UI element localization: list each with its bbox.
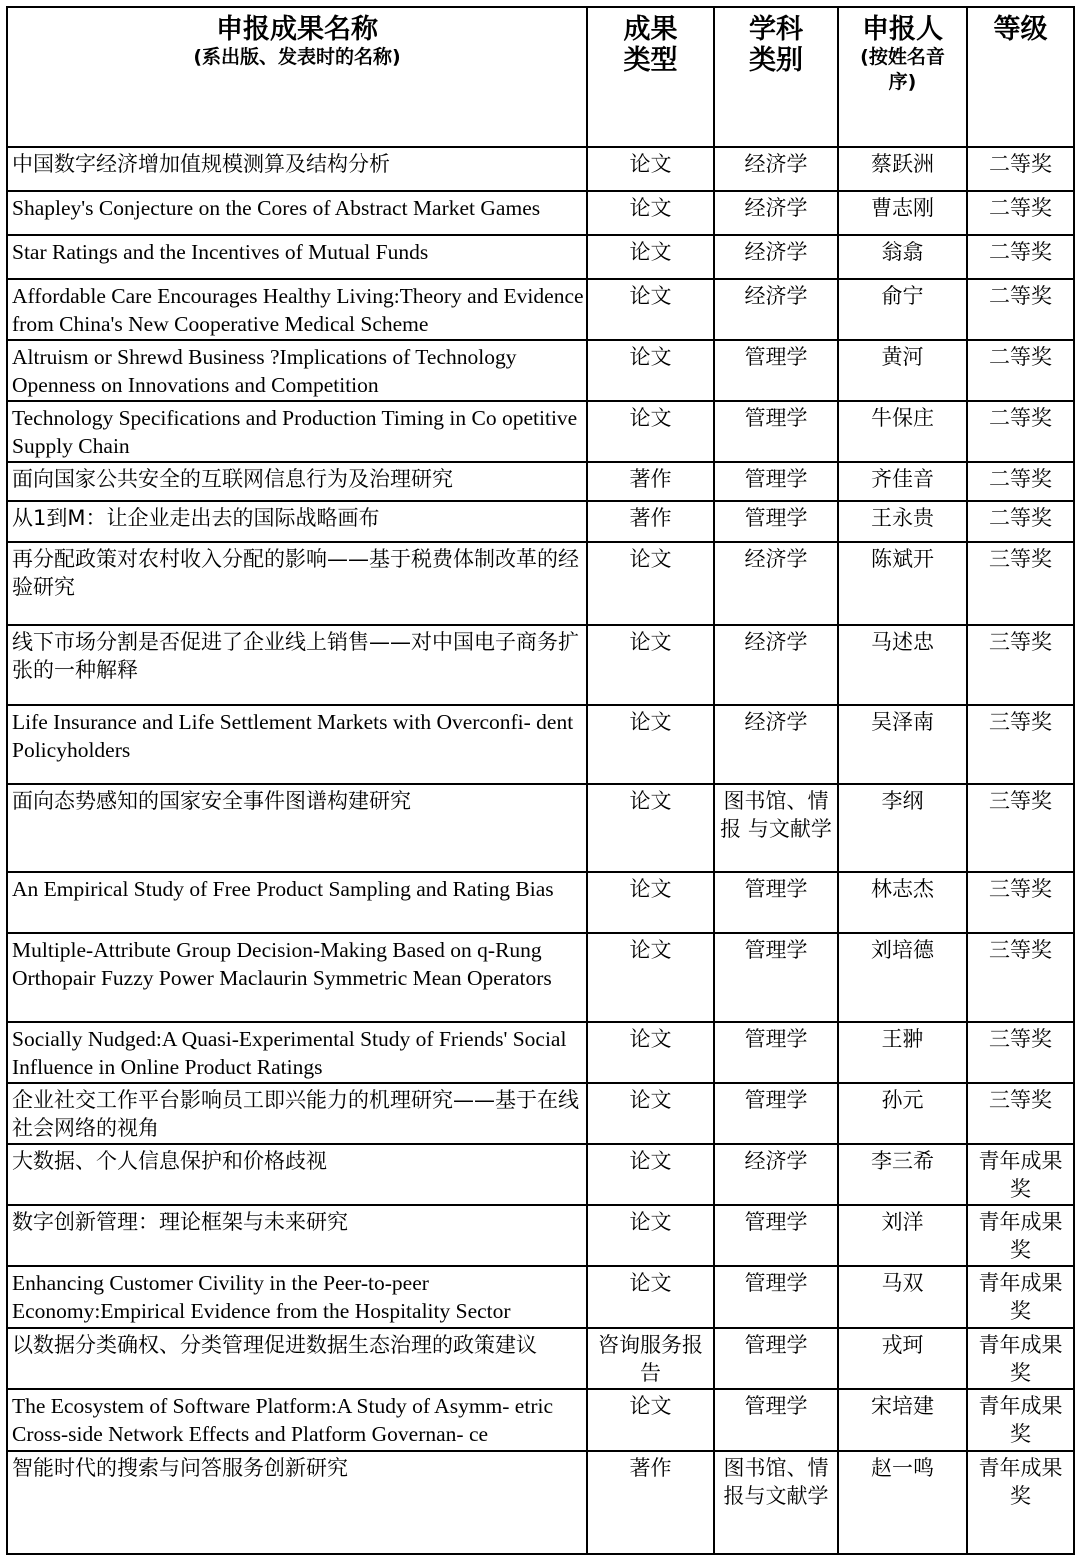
discipline-cell: 管理学 — [714, 1083, 838, 1144]
table-body — [7, 147, 1074, 1554]
discipline-cell: 管理学 — [714, 1389, 838, 1451]
discipline-cell: 图书馆、情报与文献学 — [714, 1451, 838, 1554]
discipline-cell: 经济学 — [714, 279, 838, 340]
type-cell: 论文 — [587, 1022, 714, 1083]
type-cell: 论文 — [587, 340, 714, 401]
title-cell: 中国数字经济增加值规模测算及结构分析 — [7, 147, 587, 191]
title-cell: An Empirical Study of Free Product Sampling and Rating Bias — [7, 872, 587, 933]
table-row — [7, 1144, 1074, 1205]
header-level — [967, 7, 1074, 147]
title-cell: 数字创新管理：理论框架与未来研究 — [7, 1205, 587, 1266]
table-row — [7, 1451, 1074, 1554]
applicant-cell: 吴泽南 — [838, 705, 967, 784]
level-cell: 青年成果奖 — [967, 1389, 1074, 1451]
header-discipline-label: 学科类别 — [749, 14, 803, 76]
header-discipline — [714, 7, 838, 147]
title-cell: 线下市场分割是否促进了企业线上销售——对中国电子商务扩张的一种解释 — [7, 625, 587, 705]
title-cell: Shapley's Conjecture on the Cores of Abstract Market Games — [7, 191, 587, 235]
discipline-cell: 经济学 — [714, 1144, 838, 1205]
applicant-cell: 刘洋 — [838, 1205, 967, 1266]
discipline-cell: 经济学 — [714, 542, 838, 625]
title-cell: Enhancing Customer Civility in the Peer-to-peer Economy:Empirical Evidence from the Hospitality Sector — [7, 1266, 587, 1328]
discipline-cell: 管理学 — [714, 872, 838, 933]
level-cell: 三等奖 — [967, 872, 1074, 933]
table-row — [7, 542, 1074, 625]
applicant-cell: 林志杰 — [838, 872, 967, 933]
level-cell: 青年成果奖 — [967, 1144, 1074, 1205]
table-row — [7, 625, 1074, 705]
type-cell: 著作 — [587, 501, 714, 542]
discipline-cell: 管理学 — [714, 1328, 838, 1389]
table-row — [7, 933, 1074, 1022]
type-cell: 论文 — [587, 933, 714, 1022]
header-row — [7, 7, 1074, 147]
discipline-cell: 管理学 — [714, 401, 838, 462]
header-type — [587, 7, 714, 147]
discipline-cell: 管理学 — [714, 462, 838, 501]
table-row — [7, 705, 1074, 784]
applicant-cell: 俞宁 — [838, 279, 967, 340]
header-applicant-label: 申报人 — [862, 14, 943, 45]
title-cell: Affordable Care Encourages Healthy Living:Theory and Evidence from China's New Cooperative Medical Scheme — [7, 279, 587, 340]
applicant-cell: 翁翕 — [838, 235, 967, 279]
type-cell: 论文 — [587, 705, 714, 784]
type-cell: 论文 — [587, 1205, 714, 1266]
level-cell: 青年成果奖 — [967, 1328, 1074, 1389]
type-cell: 论文 — [587, 784, 714, 872]
discipline-cell: 经济学 — [714, 705, 838, 784]
table-row — [7, 401, 1074, 462]
applicant-cell: 马述忠 — [838, 625, 967, 705]
discipline-cell: 经济学 — [714, 191, 838, 235]
table-row — [7, 1266, 1074, 1328]
applicant-cell: 戎珂 — [838, 1328, 967, 1389]
title-cell: 企业社交工作平台影响员工即兴能力的机理研究——基于在线社会网络的视角 — [7, 1083, 587, 1144]
title-cell: 大数据、个人信息保护和价格歧视 — [7, 1144, 587, 1205]
level-cell: 三等奖 — [967, 933, 1074, 1022]
title-cell: Socially Nudged:A Quasi-Experimental Study of Friends' Social Influence in Online Product Ratings — [7, 1022, 587, 1083]
type-cell: 著作 — [587, 462, 714, 501]
type-cell: 论文 — [587, 147, 714, 191]
level-cell: 二等奖 — [967, 340, 1074, 401]
applicant-cell: 赵一鸣 — [838, 1451, 967, 1554]
table-row — [7, 1205, 1074, 1266]
discipline-cell: 经济学 — [714, 147, 838, 191]
level-cell: 二等奖 — [967, 401, 1074, 462]
type-cell: 论文 — [587, 1144, 714, 1205]
title-cell: Technology Specifications and Production Timing in Co opetitive Supply Chain — [7, 401, 587, 462]
table-row — [7, 462, 1074, 501]
title-cell: Altruism or Shrewd Business ?Implications of Technology Openness on Innovations and Competition — [7, 340, 587, 401]
header-type-label: 成果类型 — [623, 14, 678, 76]
type-cell: 论文 — [587, 191, 714, 235]
title-cell: 再分配政策对农村收入分配的影响——基于税费体制改革的经验研究 — [7, 542, 587, 625]
applicant-cell: 蔡跃洲 — [838, 147, 967, 191]
title-cell: 面向国家公共安全的互联网信息行为及治理研究 — [7, 462, 587, 501]
table-row — [7, 784, 1074, 872]
type-cell: 论文 — [587, 1083, 714, 1144]
header-applicant-sub: (按姓名音序) — [860, 46, 945, 93]
level-cell: 二等奖 — [967, 191, 1074, 235]
level-cell: 青年成果奖 — [967, 1451, 1074, 1554]
discipline-cell: 图书馆、情报 与文献学 — [714, 784, 838, 872]
applicant-cell: 宋培建 — [838, 1389, 967, 1451]
applicant-cell: 黄河 — [838, 340, 967, 401]
awards-table — [6, 6, 1075, 1555]
type-cell: 论文 — [587, 1266, 714, 1328]
discipline-cell: 经济学 — [714, 625, 838, 705]
title-cell: 以数据分类确权、分类管理促进数据生态治理的政策建议 — [7, 1328, 587, 1389]
discipline-cell: 管理学 — [714, 933, 838, 1022]
title-cell: The Ecosystem of Software Platform:A Study of Asymm- etric Cross-side Network Effects and Platform Governan- ce — [7, 1389, 587, 1451]
title-cell: 面向态势感知的国家安全事件图谱构建研究 — [7, 784, 587, 872]
table-row — [7, 872, 1074, 933]
table-row — [7, 1022, 1074, 1083]
applicant-cell: 曹志刚 — [838, 191, 967, 235]
applicant-cell: 刘培德 — [838, 933, 967, 1022]
title-cell: Star Ratings and the Incentives of Mutual Funds — [7, 235, 587, 279]
type-cell: 论文 — [587, 872, 714, 933]
header-title-main: 申报成果名称 — [216, 14, 378, 45]
type-cell: 论文 — [587, 1389, 714, 1451]
applicant-cell: 李三希 — [838, 1144, 967, 1205]
discipline-cell: 管理学 — [714, 1205, 838, 1266]
level-cell: 二等奖 — [967, 501, 1074, 542]
level-cell: 二等奖 — [967, 279, 1074, 340]
discipline-cell: 管理学 — [714, 501, 838, 542]
applicant-cell: 王永贵 — [838, 501, 967, 542]
type-cell: 论文 — [587, 279, 714, 340]
header-title — [7, 7, 587, 147]
header-applicant — [838, 7, 967, 147]
type-cell: 著作 — [587, 1451, 714, 1554]
title-cell: 智能时代的搜索与问答服务创新研究 — [7, 1451, 587, 1554]
discipline-cell: 经济学 — [714, 235, 838, 279]
discipline-cell: 管理学 — [714, 1266, 838, 1328]
applicant-cell: 王翀 — [838, 1022, 967, 1083]
type-cell: 咨询服务报告 — [587, 1328, 714, 1389]
applicant-cell: 齐佳音 — [838, 462, 967, 501]
title-cell: Life Insurance and Life Settlement Markets with Overconfi- dent Policyholders — [7, 705, 587, 784]
level-cell: 青年成果奖 — [967, 1266, 1074, 1328]
table-row — [7, 1083, 1074, 1144]
table-row — [7, 501, 1074, 542]
header-title-sub: (系出版、发表时的名称) — [193, 46, 401, 68]
table-row — [7, 235, 1074, 279]
level-cell: 二等奖 — [967, 462, 1074, 501]
table-row — [7, 340, 1074, 401]
applicant-cell: 陈斌开 — [838, 542, 967, 625]
applicant-cell: 孙元 — [838, 1083, 967, 1144]
table-row — [7, 191, 1074, 235]
table-row — [7, 1389, 1074, 1451]
level-cell: 青年成果奖 — [967, 1205, 1074, 1266]
level-cell: 三等奖 — [967, 1083, 1074, 1144]
table-row — [7, 1328, 1074, 1389]
applicant-cell: 李纲 — [838, 784, 967, 872]
level-cell: 二等奖 — [967, 147, 1074, 191]
title-cell: 从1到M：让企业走出去的国际战略画布 — [7, 501, 587, 542]
table-row — [7, 279, 1074, 340]
level-cell: 三等奖 — [967, 1022, 1074, 1083]
level-cell: 三等奖 — [967, 542, 1074, 625]
discipline-cell: 管理学 — [714, 340, 838, 401]
title-cell: Multiple-Attribute Group Decision-Making Based on q-Rung Orthopair Fuzzy Power Maclaurin Symmetric Mean Operators — [7, 933, 587, 1022]
type-cell: 论文 — [587, 625, 714, 705]
type-cell: 论文 — [587, 542, 714, 625]
level-cell: 三等奖 — [967, 705, 1074, 784]
discipline-cell: 管理学 — [714, 1022, 838, 1083]
type-cell: 论文 — [587, 235, 714, 279]
applicant-cell: 牛保庄 — [838, 401, 967, 462]
level-cell: 三等奖 — [967, 625, 1074, 705]
applicant-cell: 马双 — [838, 1266, 967, 1328]
table-row — [7, 147, 1074, 191]
header-level-label: 等级 — [993, 14, 1048, 45]
level-cell: 三等奖 — [967, 784, 1074, 872]
level-cell: 二等奖 — [967, 235, 1074, 279]
type-cell: 论文 — [587, 401, 714, 462]
